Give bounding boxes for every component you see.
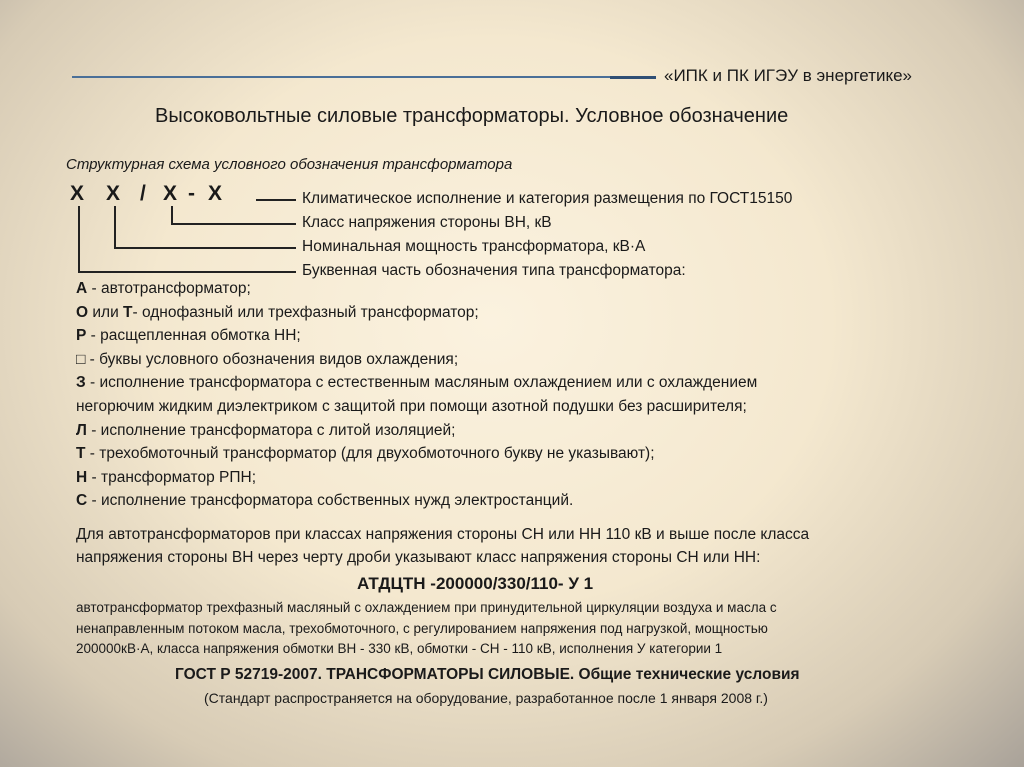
connector-power-vertical: [114, 206, 116, 248]
header-divider: [72, 76, 642, 78]
list-item: О или Т- однофазный или трехфазный трансформатор;: [76, 303, 479, 321]
gost-title: ГОСТ Р 52719-2007. ТРАНСФОРМАТОРЫ СИЛОВЫЕ. Общие технические условия: [175, 666, 800, 683]
page-title: Высоковольтные силовые трансформаторы. Условное обозначение: [155, 105, 789, 127]
formula-symbol-1: Х: [70, 182, 86, 205]
formula-dash: -: [188, 182, 196, 205]
gost-note: (Стандарт распространяется на оборудование, разработанное после 1 января 2008 г.): [204, 690, 768, 706]
list-item: А - автотрансформатор;: [76, 280, 251, 297]
list-item: □ - буквы условного обозначения видов охлаждения;: [76, 350, 459, 368]
example-description: автотрансформатор трехфазный масляный с охлаждением при принудительной циркуляции воздуха и масла с ненаправленным потоком масла, трехобмоточного, с регулированием напряжения под нагрузкой, мощностью 200000кВ·А, класса напряжения обмотки ВН - 330 кВ, обмотки - СН - 110 кВ, исполнения У категории 1: [76, 600, 777, 656]
list-item: Л - исполнение трансформатора с литой изоляцией;: [76, 421, 456, 439]
list-item: Р - расщепленная обмотка НН;: [76, 327, 301, 345]
connector-type-vertical: [78, 206, 80, 272]
connector-voltage-horizontal: [171, 223, 296, 225]
list-item: Н - трансформатор РПН;: [76, 468, 257, 486]
formula-symbol-4: Х: [208, 182, 224, 205]
label-rated-power: Номинальная мощность трансформатора, кВ·А: [302, 238, 646, 255]
label-voltage-class: Класс напряжения стороны ВН, кВ: [302, 214, 552, 231]
scheme-subtitle: Структурная схема условного обозначения трансформатора: [66, 156, 513, 173]
label-climate: Климатическое исполнение и категория размещения по ГОСТ15150: [302, 190, 793, 207]
autotransformer-note: Для автотрансформаторов при классах напряжения стороны СН или НН 110 кВ и выше после класса напряжения стороны ВН через черту дроби указывают класс напряжения стороны СН или НН:: [76, 526, 810, 566]
list-item: С - исполнение трансформатора собственных нужд электростанций.: [76, 492, 574, 510]
list-item: Т - трехобмоточный трансформатор (для двухобмоточного букву не указывают);: [76, 445, 655, 463]
connector-voltage-vertical: [171, 206, 173, 224]
connector-climate: [256, 199, 296, 201]
list-item: негорючим жидким диэлектриком с защитой при помощи азотной подушки без расширителя;: [76, 397, 747, 415]
connector-power-horizontal: [114, 247, 296, 249]
label-letter-part: Буквенная часть обозначения типа трансформатора:: [302, 262, 686, 279]
formula-symbol-3: Х: [163, 182, 179, 205]
list-item: З - исполнение трансформатора с естественным масляным охлаждением или с охлаждением: [76, 374, 758, 392]
formula-symbol-2: Х: [106, 182, 122, 205]
organization-name: «ИПК и ПК ИГЭУ в энергетике»: [664, 66, 913, 85]
header-divider-accent: [610, 76, 656, 79]
connector-type-horizontal: [78, 271, 296, 273]
letter-codes-list: [76, 277, 976, 513]
formula-slash: /: [140, 182, 147, 205]
example-designation: АТДЦТН -200000/330/110- У 1: [357, 574, 594, 593]
